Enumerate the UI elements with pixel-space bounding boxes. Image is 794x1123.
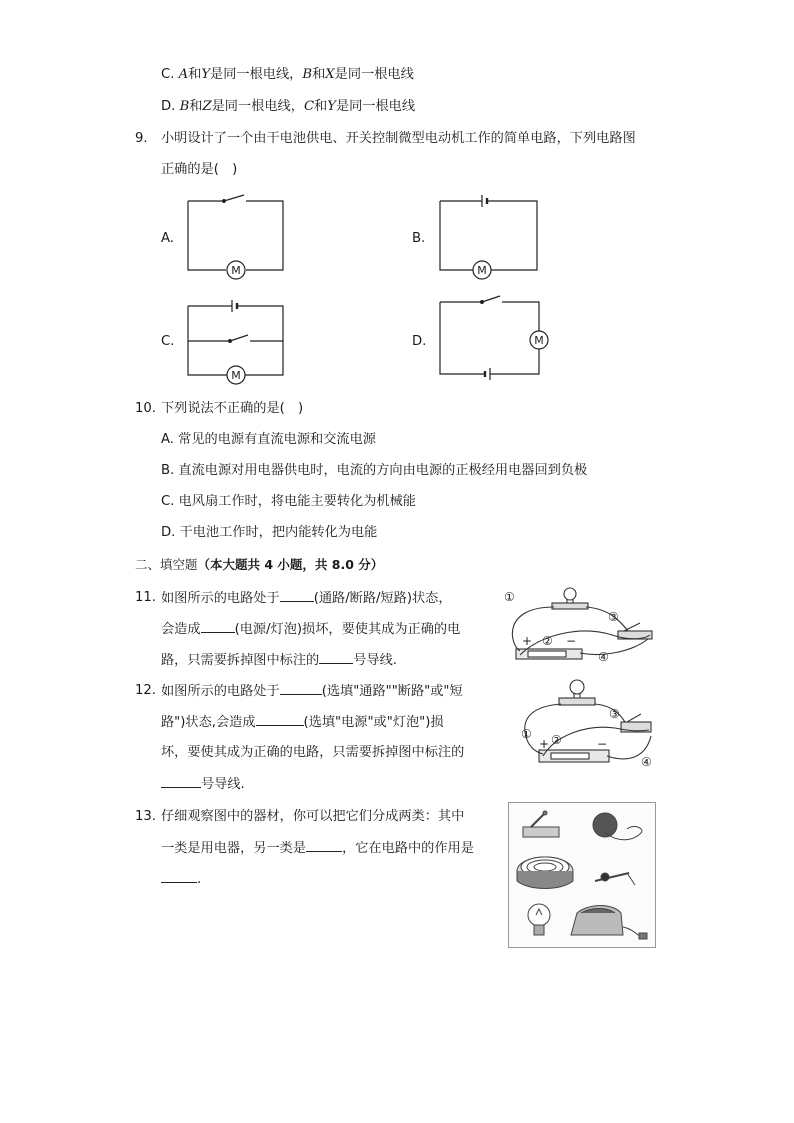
- wire-label-3: ③: [609, 707, 620, 721]
- q12-line2: 路")状态,会造成 (选填"电源"或"灯泡")损: [161, 715, 444, 730]
- q11-line3: 路，只需要拆掉图中标注的 号导线.: [161, 653, 398, 668]
- wire-label-3: ③: [608, 610, 619, 624]
- answer-blank[interactable]: [280, 589, 314, 602]
- plus-sign: +: [539, 737, 550, 751]
- wire-label-1: ①: [521, 727, 532, 741]
- plus-sign: +: [522, 634, 533, 648]
- answer-blank[interactable]: [319, 651, 353, 664]
- q11-circuit-sketch: [500, 585, 660, 667]
- q13-number: 13.: [135, 809, 156, 824]
- answer-blank[interactable]: [161, 775, 201, 788]
- q9-option-b-label: B.: [412, 231, 426, 246]
- answer-blank[interactable]: [201, 620, 235, 633]
- q10-option-d: D. 干电池工作时，把内能转化为电能: [161, 525, 378, 540]
- q9-question-line2: 正确的是( ): [161, 162, 238, 177]
- q11-line2: 会造成 (电源/灯泡)损坏，要使其成为正确的电: [161, 622, 461, 637]
- q9-circuit-d: [438, 294, 550, 380]
- answer-blank[interactable]: [306, 839, 342, 852]
- q10-option-c: C. 电风扇工作时，将电能主要转化为机械能: [161, 494, 416, 509]
- q9-option-d-label: D.: [412, 334, 427, 349]
- wire-label-1: ①: [504, 590, 515, 604]
- motor-symbol: M: [231, 369, 241, 382]
- wire-label-2: ②: [551, 733, 562, 747]
- q9-option-c-label: C.: [161, 334, 175, 349]
- q8-option-c: C. A和Y是同一根电线，B和X是同一根电线: [161, 67, 414, 82]
- q8-option-d: D. B和Z是同一根电线，C和Y是同一根电线: [161, 99, 416, 114]
- q11-line1: 如图所示的电路处于 (通路/断路/短路)状态，: [161, 591, 452, 606]
- q9-circuit-a: [186, 195, 286, 275]
- q13-line1: 仔细观察图中的器材，你可以把它们分成两类：其中: [161, 809, 465, 824]
- answer-blank[interactable]: [161, 870, 197, 883]
- answer-blank[interactable]: [280, 682, 322, 695]
- wire-label-4: ④: [641, 755, 652, 769]
- q12-line3: 坏，要使其成为正确的电路，只需要拆掉图中标注的: [161, 745, 465, 760]
- q9-option-a-label: A.: [161, 231, 174, 246]
- q10-question: 下列说法不正确的是( ): [161, 401, 304, 416]
- q9-number: 9.: [135, 131, 148, 146]
- answer-blank[interactable]: [256, 713, 304, 726]
- equipment-sketch: [509, 803, 655, 947]
- q13-line2: 一类是用电器，另一类是 ，它在电路中的作用是: [161, 841, 474, 856]
- wire-label-4: ④: [598, 650, 609, 664]
- q12-circuit-sketch: [515, 676, 665, 772]
- motor-symbol: M: [477, 264, 487, 277]
- q10-option-b: B. 直流电源对用电器供电时，电流的方向由电源的正极经用电器回到负极: [161, 463, 588, 478]
- q11-number: 11.: [135, 590, 156, 605]
- q10-number: 10.: [135, 401, 156, 416]
- motor-symbol: M: [231, 264, 241, 277]
- q9-question-line1: 小明设计了一个由干电池供电、开关控制微型电动机工作的简单电路，下列电路图: [161, 131, 636, 146]
- q12-number: 12.: [135, 683, 156, 698]
- q10-option-a: A. 常见的电源有直流电源和交流电源: [161, 432, 376, 447]
- q9-circuit-b: [438, 195, 540, 275]
- q12-line1: 如图所示的电路处于 (选填"通路""断路"或"短: [161, 684, 463, 699]
- q12-line4: 号导线.: [161, 775, 245, 794]
- section-title: 二、填空题（本大题共 4 小题，共 8.0 分）: [135, 557, 384, 572]
- q13-equipment-image: [508, 802, 656, 948]
- q9-circuit-c: [186, 298, 288, 382]
- minus-sign: −: [597, 737, 608, 751]
- motor-symbol: M: [534, 334, 544, 347]
- wire-label-2: ②: [542, 634, 553, 648]
- minus-sign: −: [566, 634, 577, 648]
- q13-line3: .: [161, 870, 201, 889]
